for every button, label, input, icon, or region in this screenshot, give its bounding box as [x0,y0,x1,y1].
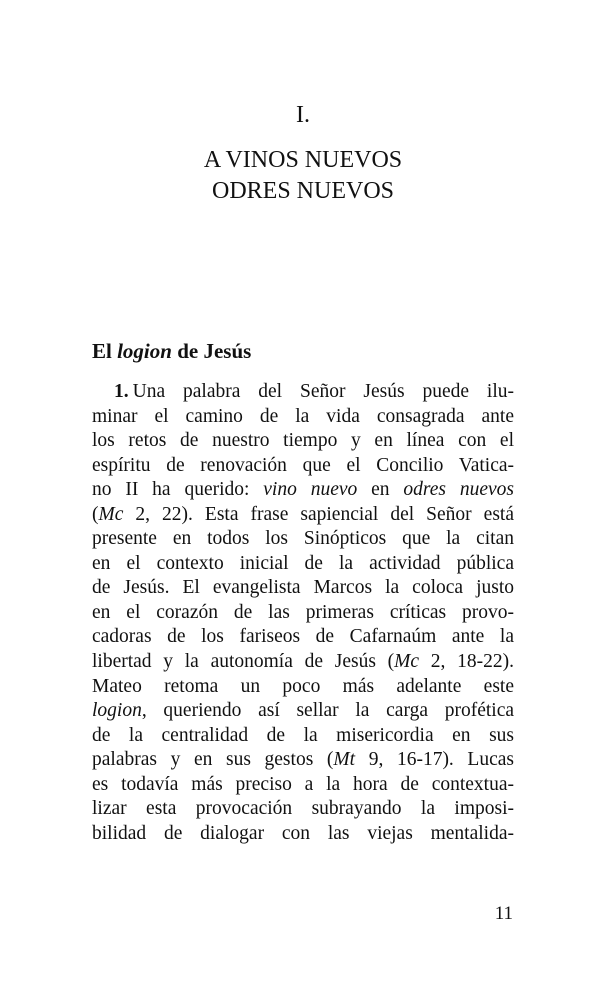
page-number: 11 [494,903,513,924]
text-segment: de la centralidad de la misericordia en sus [92,724,514,746]
text-segment: en el contexto inicial de la actividad pública [92,552,514,574]
italic-text: logion [92,700,142,722]
text-segment: 2, 18-22). [419,651,514,673]
text-segment: libertad y la autonomía de Jesús ( [92,651,395,673]
text-segment: es todavía más preciso a la hora de contextua- [92,773,514,795]
text-line [92,650,514,675]
text-segment: ( [92,503,99,525]
chapter-title-line: A VINOS NUEVOS [203,147,403,173]
chapter-number: I. [296,102,310,128]
section-heading [92,336,251,366]
text-line [92,454,514,479]
paragraph-body [92,380,514,846]
text-segment: Mateo retoma un poco más adelante este [92,675,514,697]
text-line [92,552,514,577]
text-line [92,822,514,847]
section-heading-prefix: El [92,339,112,363]
text-segment: presente en todos los Sinópticos que la citan [92,528,514,550]
italic-text: Mc [98,503,124,525]
text-segment: minar el camino de la vida consagrada ante [92,405,514,427]
text-segment: palabras y en sus gestos ( [92,749,334,771]
text-line [92,380,514,405]
text-segment: , queriendo así sellar la carga profética [141,700,514,722]
text-line [92,576,514,601]
italic-text: vino nuevo [263,479,358,501]
text-segment: en el corazón de las primeras críticas provo- [92,601,514,623]
text-segment: no II ha querido: [92,479,264,501]
text-line [92,601,514,626]
text-line [92,797,514,822]
text-segment: Una palabra del Señor Jesús puede ilu- [132,381,514,402]
text-line [92,748,514,773]
italic-text: Mc [394,651,420,673]
text-segment: de Jesús. El evangelista Marcos la coloca justo [92,577,514,599]
text-segment: 9, 16-17). Lucas [355,749,514,771]
paragraph-number: 1. [114,381,129,402]
text-line [92,699,514,724]
chapter-title [0,145,606,207]
italic-text: Mt [333,749,356,771]
text-line [92,429,514,454]
text-line [92,773,514,798]
text-segment: espíritu de renovación que el Concilio Vatica- [92,454,514,476]
text-line [92,625,514,650]
text-line [92,405,514,430]
text-line [92,503,514,528]
text-segment: en [357,479,404,501]
text-line [92,675,514,700]
text-line [92,478,514,503]
italic-text: odres nuevos [403,479,514,501]
text-segment: 2, 22). Esta frase sapiencial del Señor está [123,503,514,525]
text-segment: los retos de nuestro tiempo y en línea con el [92,430,514,452]
section-heading-italic: logion [117,339,172,363]
text-segment: bilidad de dialogar con las viejas mentalida- [92,822,514,844]
chapter-title-line: ODRES NUEVOS [211,178,394,204]
section-heading-suffix: de Jesús [177,339,252,363]
text-segment: cadoras de los fariseos de Cafarnaúm ante la [92,626,514,648]
text-line [92,527,514,552]
text-line [92,724,514,749]
text-segment: lizar esta provocación subrayando la imposi- [92,798,514,820]
